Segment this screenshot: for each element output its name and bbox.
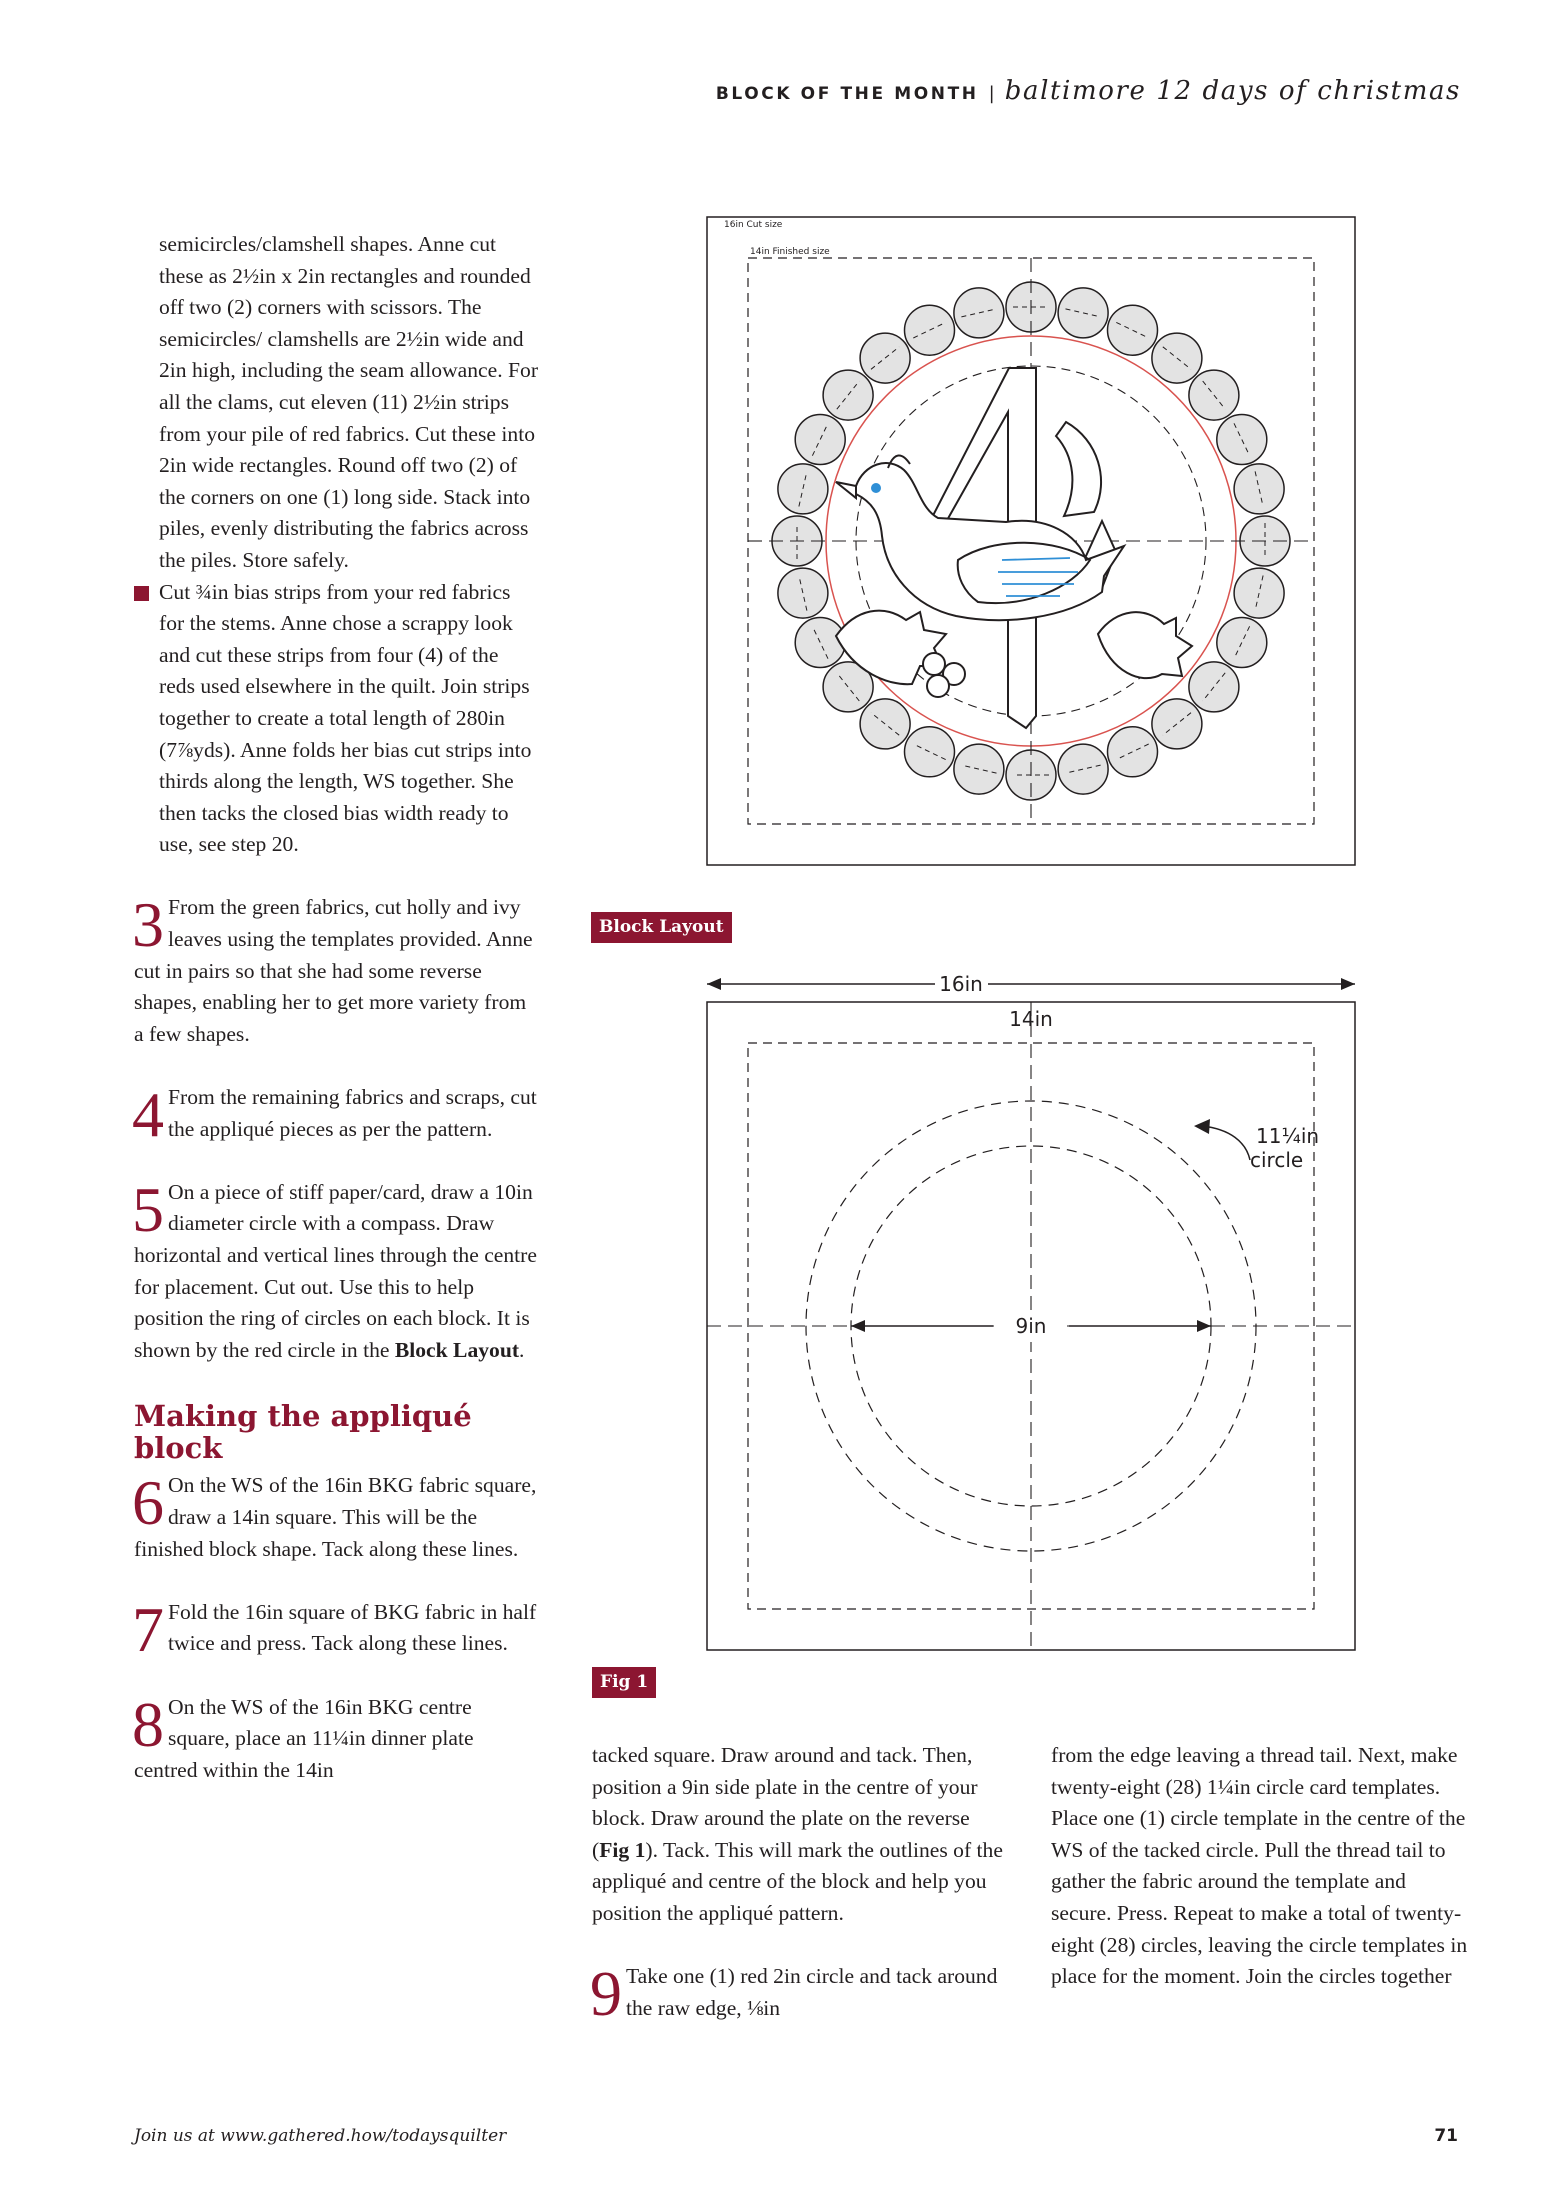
bullet-paragraph <box>134 577 538 861</box>
ring-circle <box>1217 415 1267 465</box>
step-number-8: 8 <box>132 1688 164 1760</box>
dim-14-label: 14in <box>1009 1007 1053 1031</box>
column-2-text: tacked square. Draw around and tack. Then, position a 9in side plate in the centre of your block. Draw around the plate on the reverse ( <box>592 1743 978 1862</box>
step-8 <box>132 1688 538 1787</box>
step-number-7: 7 <box>132 1593 164 1665</box>
intro-paragraph: semicircles/clamshell shapes. Anne cut these as 2½in x 2in rectangles and rounded off two (2) corners with scissors. The semicircles/ clamshells are 2½in wide and 2in high, including the seam allowance. For all the clams, cut eleven (11) 2½in strips from your pile of red fabrics. Cut these into 2in wide rectangles. Round off two (2) of the corners on one (1) long side. Stack into piles, evenly distributing the fabrics across the piles. Store safely. <box>159 232 539 572</box>
step-7 <box>132 1593 538 1665</box>
ring-circle <box>954 288 1004 338</box>
ring-circle <box>795 618 845 668</box>
ring-circle <box>905 727 955 777</box>
step-5-bold-ref: Block Layout <box>394 1337 520 1362</box>
block-layout-diagram <box>706 216 1356 866</box>
ring-circle <box>905 305 955 355</box>
step-6-text: On the WS of the 16in BKG fabric square, draw a 14in square. This will be the finished block shape. Tack along these lines. <box>134 1473 537 1561</box>
bullet-square-icon <box>134 586 149 601</box>
fig-1-diagram <box>690 964 1370 1654</box>
article-title: baltimore 12 days of christmas <box>1004 76 1461 106</box>
circle-label-size: 11¼in <box>1256 1124 1320 1148</box>
step-4-text: From the remaining fabrics and scraps, cut the appliqué pieces as per the pattern. <box>168 1085 537 1141</box>
block-layout-figure <box>706 216 1356 871</box>
footer-website: Join us at www.gathered.how/todaysquilter <box>134 2126 507 2146</box>
step-7-text: Fold the 16in square of BKG fabric in half twice and press. Tack along these lines. <box>168 1599 537 1656</box>
step-3 <box>132 889 538 1050</box>
block-layout-label: Block Layout <box>591 912 732 943</box>
column-2-paragraph <box>592 1740 1012 1930</box>
step-5-end: . <box>519 1337 525 1362</box>
dim-9-label: 9in <box>1015 1314 1047 1338</box>
bird-eye <box>871 483 881 493</box>
step-number-6: 6 <box>132 1467 164 1539</box>
step-number-4: 4 <box>132 1079 164 1151</box>
ring-circle <box>1058 744 1108 794</box>
fig-1-figure <box>690 964 1370 1659</box>
cut-size-label: 16in Cut size <box>724 220 783 230</box>
ring-circle <box>1108 305 1158 355</box>
column-3-paragraph: from the edge leaving a thread tail. Next, make twenty-eight (28) 1¼in circle card templates. Place one (1) circle template in the centre of the WS of the tacked circle. Pull the thread tail to gather the fabric around the template and secure. Press. Repeat to make a total of twenty-eight (28) circles, leaving the circle templates in place for the moment. Join the circles together <box>1051 1743 1468 1989</box>
bullet-text: Cut ¾in bias strips from your red fabrics for the stems. Anne chose a scrappy look and cut these strips from four (4) of the reds used elsewhere in the quilt. Join strips together to create a total length of 280in (7⅞yds). Anne folds her bias cut strips into thirds along the length, WS together. She then tacks the closed bias width ready to use, see step 20. <box>159 579 532 857</box>
step-number-5: 5 <box>132 1173 164 1245</box>
circle-label-word: circle <box>1250 1148 1304 1172</box>
dim-16-left-arrow <box>707 978 721 990</box>
fig-1-label: Fig 1 <box>592 1667 656 1698</box>
ring-circle <box>795 415 845 465</box>
dim-16-right-arrow <box>1341 978 1355 990</box>
step-5-text: On a piece of stiff paper/card, draw a 10in diameter circle with a compass. Draw horizontal and vertical lines through the centre for placement. Cut out. Use this to help position the ring of circles on each block. It is shown by the red circle in the <box>134 1179 537 1362</box>
fig-1-reference: Fig 1 <box>599 1837 646 1862</box>
dim-16-label: 16in <box>939 972 983 996</box>
step-9-text: Take one (1) red 2in circle and tack around the raw edge, ⅛in <box>626 1964 998 2020</box>
step-8-text: On the WS of the 16in BKG centre square, place an 11¼in dinner plate centred within the 14in <box>134 1694 474 1782</box>
ring-circle <box>1234 464 1284 514</box>
page-number: 71 <box>1434 2126 1458 2146</box>
text-column-3 <box>1051 1740 1471 1993</box>
column-2-text-end: ). Tack. This will mark the outlines of the appliqué and centre of the block and help you position the appliqué pattern. <box>592 1837 1003 1925</box>
text-column-1 <box>134 229 538 1786</box>
step-9 <box>590 1958 1012 2030</box>
ring-circle <box>778 568 828 618</box>
step-4 <box>132 1079 538 1151</box>
step-5 <box>132 1173 538 1367</box>
text-column-2 <box>590 1740 1012 2030</box>
step-3-text: From the green fabrics, cut holly and ivy leaves using the templates provided. Anne cut in pairs so that she had some reverse shapes, enabling her to get more variety from a few shapes. <box>134 895 533 1046</box>
page-header <box>716 76 1461 106</box>
section-subheading: Making the appliqué block <box>134 1399 472 1466</box>
step-number-9: 9 <box>590 1958 622 2030</box>
section-name: BLOCK OF THE MONTH <box>715 84 979 104</box>
header-separator: | <box>988 83 995 104</box>
step-6 <box>132 1467 538 1565</box>
ring-circle <box>1217 618 1267 668</box>
step-number-3: 3 <box>132 889 164 961</box>
ring-circle <box>1108 727 1158 777</box>
finished-size-label: 14in Finished size <box>750 247 830 257</box>
